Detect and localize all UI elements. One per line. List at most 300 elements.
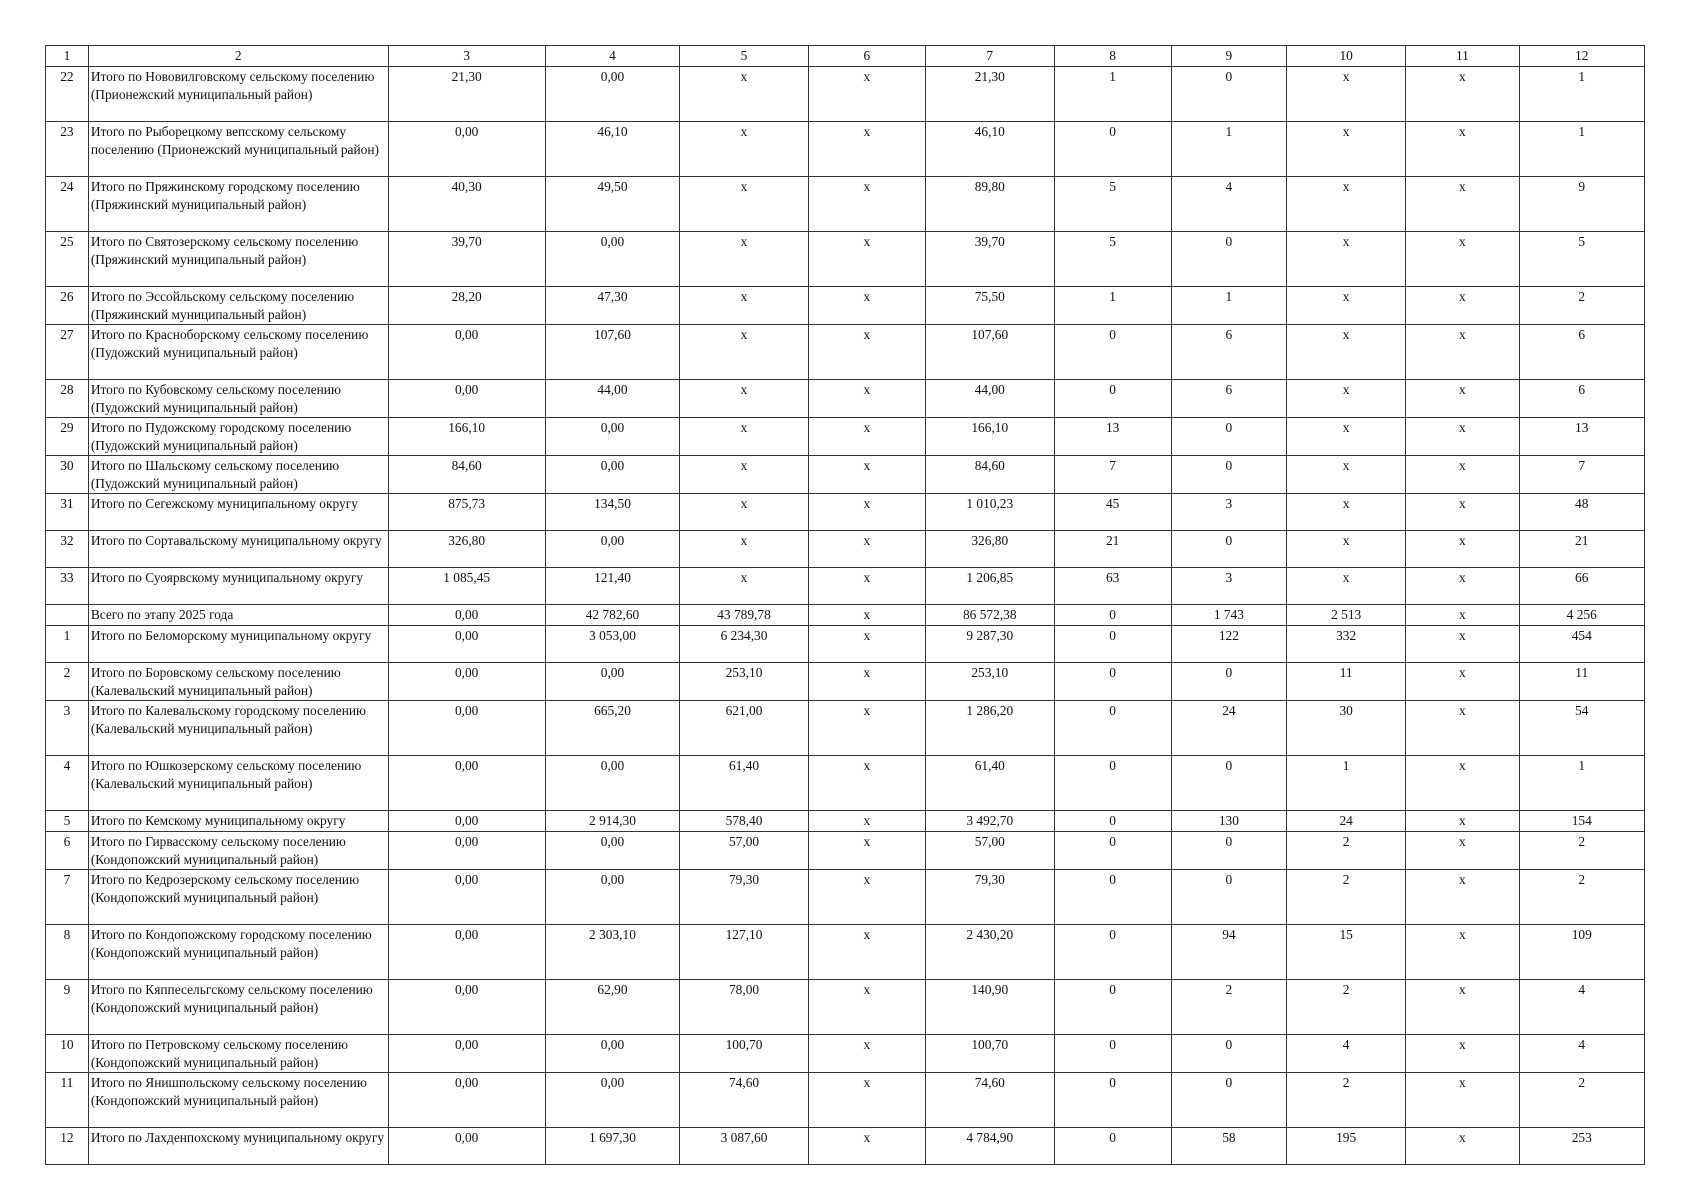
value-cell-col-7: 4 784,90 xyxy=(926,1128,1054,1165)
value-cell-col-7: 166,10 xyxy=(926,418,1054,456)
value-cell-col-5: 621,00 xyxy=(680,701,808,756)
value-cell-col-7: 79,30 xyxy=(926,870,1054,925)
value-cell-col-12: 66 xyxy=(1519,568,1645,605)
value-cell-col-12: 2 xyxy=(1519,870,1645,925)
value-cell-col-7: 84,60 xyxy=(926,456,1054,494)
value-cell-col-10: x xyxy=(1287,531,1406,568)
value-cell-col-7: 61,40 xyxy=(926,756,1054,811)
row-number-cell: 2 xyxy=(46,663,89,701)
value-cell-col-8: 45 xyxy=(1054,494,1171,531)
row-name-cell: Итого по Нововилговскому сельскому поселению (Прионежский муниципальный район) xyxy=(88,67,388,122)
value-cell-col-3: 0,00 xyxy=(388,756,545,811)
value-cell-col-8: 5 xyxy=(1054,177,1171,232)
table-row xyxy=(46,870,1645,925)
column-header-7: 7 xyxy=(926,46,1054,67)
value-cell-col-5: 100,70 xyxy=(680,1035,808,1073)
row-number-cell: 10 xyxy=(46,1035,89,1073)
value-cell-col-10: x xyxy=(1287,67,1406,122)
value-cell-col-4: 134,50 xyxy=(545,494,680,531)
value-cell-col-11: x xyxy=(1406,456,1519,494)
value-cell-col-10: x xyxy=(1287,494,1406,531)
row-number-cell: 24 xyxy=(46,177,89,232)
value-cell-col-10: 11 xyxy=(1287,663,1406,701)
row-name-cell: Итого по Лахденпохскому муниципальному округу xyxy=(88,1128,388,1165)
value-cell-col-5: 578,40 xyxy=(680,811,808,832)
value-cell-col-4: 2 914,30 xyxy=(545,811,680,832)
value-cell-col-12: 109 xyxy=(1519,925,1645,980)
row-number-cell: 23 xyxy=(46,122,89,177)
value-cell-col-8: 0 xyxy=(1054,663,1171,701)
value-cell-col-11: x xyxy=(1406,325,1519,380)
value-cell-col-6: x xyxy=(808,380,925,418)
row-number-cell: 28 xyxy=(46,380,89,418)
value-cell-col-8: 0 xyxy=(1054,325,1171,380)
row-number-cell: 9 xyxy=(46,980,89,1035)
value-cell-col-12: 4 256 xyxy=(1519,605,1645,626)
value-cell-col-10: 2 xyxy=(1287,832,1406,870)
value-cell-col-7: 326,80 xyxy=(926,531,1054,568)
row-number-cell: 30 xyxy=(46,456,89,494)
value-cell-col-3: 875,73 xyxy=(388,494,545,531)
row-name-cell: Итого по Пудожскому городскому поселению (Пудожский муниципальный район) xyxy=(88,418,388,456)
value-cell-col-8: 0 xyxy=(1054,701,1171,756)
value-cell-col-3: 39,70 xyxy=(388,232,545,287)
value-cell-col-9: 3 xyxy=(1171,568,1286,605)
value-cell-col-11: x xyxy=(1406,701,1519,756)
value-cell-col-7: 74,60 xyxy=(926,1073,1054,1128)
value-cell-col-10: 2 513 xyxy=(1287,605,1406,626)
value-cell-col-4: 49,50 xyxy=(545,177,680,232)
value-cell-col-11: x xyxy=(1406,756,1519,811)
value-cell-col-6: x xyxy=(808,531,925,568)
value-cell-col-11: x xyxy=(1406,925,1519,980)
value-cell-col-12: 13 xyxy=(1519,418,1645,456)
row-name-cell: Итого по Кяппесельгскому сельскому поселению (Кондопожский муниципальный район) xyxy=(88,980,388,1035)
value-cell-col-11: x xyxy=(1406,531,1519,568)
value-cell-col-5: 74,60 xyxy=(680,1073,808,1128)
value-cell-col-11: x xyxy=(1406,177,1519,232)
row-name-cell: Итого по Кемскому муниципальному округу xyxy=(88,811,388,832)
table-row xyxy=(46,122,1645,177)
row-name-cell: Итого по Святозерскому сельскому поселению (Пряжинский муниципальный район) xyxy=(88,232,388,287)
value-cell-col-12: 4 xyxy=(1519,1035,1645,1073)
row-name-cell: Итого по Шальскому сельскому поселению (Пудожский муниципальный район) xyxy=(88,456,388,494)
table-row xyxy=(46,925,1645,980)
value-cell-col-9: 0 xyxy=(1171,456,1286,494)
row-number-cell xyxy=(46,605,89,626)
row-number-cell: 27 xyxy=(46,325,89,380)
value-cell-col-9: 1 743 xyxy=(1171,605,1286,626)
table-row xyxy=(46,494,1645,531)
value-cell-col-7: 46,10 xyxy=(926,122,1054,177)
value-cell-col-11: x xyxy=(1406,832,1519,870)
row-name-cell: Итого по Сортавальскому муниципальному округу xyxy=(88,531,388,568)
value-cell-col-8: 7 xyxy=(1054,456,1171,494)
value-cell-col-5: x xyxy=(680,380,808,418)
value-cell-col-6: x xyxy=(808,980,925,1035)
value-cell-col-10: x xyxy=(1287,287,1406,325)
column-header-4: 4 xyxy=(545,46,680,67)
value-cell-col-3: 166,10 xyxy=(388,418,545,456)
table-row xyxy=(46,418,1645,456)
table-row xyxy=(46,177,1645,232)
value-cell-col-11: x xyxy=(1406,1128,1519,1165)
row-name-cell: Итого по Эссойльскому сельскому поселению (Пряжинский муниципальный район) xyxy=(88,287,388,325)
value-cell-col-11: x xyxy=(1406,380,1519,418)
value-cell-col-11: x xyxy=(1406,418,1519,456)
value-cell-col-12: 2 xyxy=(1519,832,1645,870)
table-row xyxy=(46,325,1645,380)
value-cell-col-11: x xyxy=(1406,1073,1519,1128)
table-row xyxy=(46,980,1645,1035)
value-cell-col-4: 1 697,30 xyxy=(545,1128,680,1165)
value-cell-col-10: 4 xyxy=(1287,1035,1406,1073)
column-header-8: 8 xyxy=(1054,46,1171,67)
value-cell-col-9: 0 xyxy=(1171,870,1286,925)
value-cell-col-3: 0,00 xyxy=(388,701,545,756)
value-cell-col-9: 0 xyxy=(1171,756,1286,811)
value-cell-col-9: 122 xyxy=(1171,626,1286,663)
row-name-cell: Итого по Сегежскому муниципальному округу xyxy=(88,494,388,531)
value-cell-col-7: 75,50 xyxy=(926,287,1054,325)
table-row xyxy=(46,701,1645,756)
row-number-cell: 31 xyxy=(46,494,89,531)
value-cell-col-8: 0 xyxy=(1054,980,1171,1035)
value-cell-col-7: 44,00 xyxy=(926,380,1054,418)
value-cell-col-3: 0,00 xyxy=(388,925,545,980)
table-row xyxy=(46,1035,1645,1073)
value-cell-col-9: 0 xyxy=(1171,232,1286,287)
value-cell-col-4: 121,40 xyxy=(545,568,680,605)
table-row xyxy=(46,380,1645,418)
value-cell-col-8: 0 xyxy=(1054,832,1171,870)
row-number-cell: 1 xyxy=(46,626,89,663)
header-row xyxy=(46,46,1645,67)
value-cell-col-10: x xyxy=(1287,325,1406,380)
value-cell-col-9: 0 xyxy=(1171,1035,1286,1073)
value-cell-col-3: 0,00 xyxy=(388,980,545,1035)
value-cell-col-5: x xyxy=(680,177,808,232)
value-cell-col-5: 43 789,78 xyxy=(680,605,808,626)
value-cell-col-6: x xyxy=(808,832,925,870)
value-cell-col-6: x xyxy=(808,67,925,122)
value-cell-col-12: 2 xyxy=(1519,287,1645,325)
value-cell-col-11: x xyxy=(1406,870,1519,925)
row-number-cell: 8 xyxy=(46,925,89,980)
value-cell-col-11: x xyxy=(1406,67,1519,122)
value-cell-col-5: 3 087,60 xyxy=(680,1128,808,1165)
value-cell-col-6: x xyxy=(808,605,925,626)
value-cell-col-3: 0,00 xyxy=(388,380,545,418)
value-cell-col-10: x xyxy=(1287,456,1406,494)
value-cell-col-4: 0,00 xyxy=(545,232,680,287)
table-row xyxy=(46,832,1645,870)
value-cell-col-10: x xyxy=(1287,232,1406,287)
row-number-cell: 3 xyxy=(46,701,89,756)
value-cell-col-4: 0,00 xyxy=(545,663,680,701)
row-name-cell: Итого по Калевальскому городскому поселению (Калевальский муниципальный район) xyxy=(88,701,388,756)
value-cell-col-12: 5 xyxy=(1519,232,1645,287)
row-number-cell: 7 xyxy=(46,870,89,925)
row-name-cell: Итого по Кубовскому сельскому поселению (Пудожский муниципальный район) xyxy=(88,380,388,418)
value-cell-col-8: 1 xyxy=(1054,67,1171,122)
value-cell-col-3: 0,00 xyxy=(388,1035,545,1073)
row-number-cell: 26 xyxy=(46,287,89,325)
value-cell-col-6: x xyxy=(808,870,925,925)
value-cell-col-12: 9 xyxy=(1519,177,1645,232)
value-cell-col-5: x xyxy=(680,287,808,325)
column-header-6: 6 xyxy=(808,46,925,67)
value-cell-col-4: 0,00 xyxy=(545,832,680,870)
value-cell-col-7: 3 492,70 xyxy=(926,811,1054,832)
row-number-cell: 6 xyxy=(46,832,89,870)
value-cell-col-3: 0,00 xyxy=(388,1128,545,1165)
value-cell-col-5: 253,10 xyxy=(680,663,808,701)
value-cell-col-5: 57,00 xyxy=(680,832,808,870)
value-cell-col-5: 78,00 xyxy=(680,980,808,1035)
value-cell-col-7: 1 206,85 xyxy=(926,568,1054,605)
data-table xyxy=(45,45,1645,1165)
table-row xyxy=(46,756,1645,811)
value-cell-col-7: 100,70 xyxy=(926,1035,1054,1073)
value-cell-col-8: 0 xyxy=(1054,870,1171,925)
value-cell-col-6: x xyxy=(808,925,925,980)
value-cell-col-9: 0 xyxy=(1171,1073,1286,1128)
value-cell-col-10: 195 xyxy=(1287,1128,1406,1165)
value-cell-col-3: 21,30 xyxy=(388,67,545,122)
value-cell-col-12: 1 xyxy=(1519,122,1645,177)
value-cell-col-6: x xyxy=(808,418,925,456)
value-cell-col-7: 9 287,30 xyxy=(926,626,1054,663)
value-cell-col-12: 1 xyxy=(1519,67,1645,122)
value-cell-col-10: 2 xyxy=(1287,870,1406,925)
value-cell-col-11: x xyxy=(1406,980,1519,1035)
value-cell-col-10: 2 xyxy=(1287,1073,1406,1128)
value-cell-col-3: 0,00 xyxy=(388,870,545,925)
value-cell-col-4: 44,00 xyxy=(545,380,680,418)
value-cell-col-6: x xyxy=(808,568,925,605)
value-cell-col-9: 3 xyxy=(1171,494,1286,531)
column-header-11: 11 xyxy=(1406,46,1519,67)
value-cell-col-12: 1 xyxy=(1519,756,1645,811)
value-cell-col-9: 1 xyxy=(1171,122,1286,177)
column-header-3: 3 xyxy=(388,46,545,67)
value-cell-col-10: 15 xyxy=(1287,925,1406,980)
value-cell-col-4: 62,90 xyxy=(545,980,680,1035)
table-body xyxy=(46,46,1645,1165)
value-cell-col-9: 6 xyxy=(1171,325,1286,380)
value-cell-col-9: 0 xyxy=(1171,832,1286,870)
value-cell-col-5: x xyxy=(680,418,808,456)
value-cell-col-4: 0,00 xyxy=(545,1073,680,1128)
row-name-cell: Итого по Беломорскому муниципальному округу xyxy=(88,626,388,663)
value-cell-col-4: 42 782,60 xyxy=(545,605,680,626)
value-cell-col-8: 5 xyxy=(1054,232,1171,287)
value-cell-col-5: 127,10 xyxy=(680,925,808,980)
value-cell-col-9: 130 xyxy=(1171,811,1286,832)
value-cell-col-3: 0,00 xyxy=(388,832,545,870)
value-cell-col-7: 86 572,38 xyxy=(926,605,1054,626)
value-cell-col-12: 21 xyxy=(1519,531,1645,568)
value-cell-col-6: x xyxy=(808,232,925,287)
value-cell-col-7: 107,60 xyxy=(926,325,1054,380)
value-cell-col-9: 0 xyxy=(1171,531,1286,568)
value-cell-col-4: 665,20 xyxy=(545,701,680,756)
value-cell-col-12: 253 xyxy=(1519,1128,1645,1165)
value-cell-col-4: 0,00 xyxy=(545,531,680,568)
value-cell-col-9: 0 xyxy=(1171,663,1286,701)
value-cell-col-6: x xyxy=(808,701,925,756)
row-number-cell: 33 xyxy=(46,568,89,605)
value-cell-col-7: 21,30 xyxy=(926,67,1054,122)
value-cell-col-12: 7 xyxy=(1519,456,1645,494)
value-cell-col-11: x xyxy=(1406,663,1519,701)
table-row xyxy=(46,663,1645,701)
value-cell-col-6: x xyxy=(808,287,925,325)
row-name-cell: Итого по Юшкозерскому сельскому поселению (Калевальский муниципальный район) xyxy=(88,756,388,811)
value-cell-col-12: 6 xyxy=(1519,325,1645,380)
value-cell-col-11: x xyxy=(1406,605,1519,626)
value-cell-col-4: 0,00 xyxy=(545,1035,680,1073)
value-cell-col-3: 0,00 xyxy=(388,811,545,832)
value-cell-col-10: 1 xyxy=(1287,756,1406,811)
table-row xyxy=(46,456,1645,494)
row-number-cell: 29 xyxy=(46,418,89,456)
table-row xyxy=(46,626,1645,663)
value-cell-col-11: x xyxy=(1406,287,1519,325)
value-cell-col-6: x xyxy=(808,811,925,832)
value-cell-col-11: x xyxy=(1406,232,1519,287)
table-row xyxy=(46,287,1645,325)
row-name-cell: Итого по Янишпольскому сельскому поселению (Кондопожский муниципальный район) xyxy=(88,1073,388,1128)
value-cell-col-3: 1 085,45 xyxy=(388,568,545,605)
value-cell-col-5: x xyxy=(680,531,808,568)
row-name-cell: Итого по Кондопожскому городскому поселению (Кондопожский муниципальный район) xyxy=(88,925,388,980)
value-cell-col-3: 0,00 xyxy=(388,605,545,626)
row-number-cell: 4 xyxy=(46,756,89,811)
value-cell-col-8: 0 xyxy=(1054,756,1171,811)
value-cell-col-12: 4 xyxy=(1519,980,1645,1035)
table-row xyxy=(46,1073,1645,1128)
value-cell-col-4: 46,10 xyxy=(545,122,680,177)
value-cell-col-11: x xyxy=(1406,1035,1519,1073)
value-cell-col-12: 48 xyxy=(1519,494,1645,531)
value-cell-col-8: 0 xyxy=(1054,1035,1171,1073)
value-cell-col-6: x xyxy=(808,325,925,380)
row-name-cell: Итого по Кедрозерскому сельскому поселению (Кондопожский муниципальный район) xyxy=(88,870,388,925)
row-name-cell: Итого по Суоярвскому муниципальному округу xyxy=(88,568,388,605)
value-cell-col-5: x xyxy=(680,122,808,177)
value-cell-col-6: x xyxy=(808,122,925,177)
value-cell-col-8: 13 xyxy=(1054,418,1171,456)
value-cell-col-8: 1 xyxy=(1054,287,1171,325)
value-cell-col-5: x xyxy=(680,456,808,494)
value-cell-col-6: x xyxy=(808,663,925,701)
value-cell-col-5: x xyxy=(680,232,808,287)
row-name-cell: Итого по Красноборскому сельскому поселению (Пудожский муниципальный район) xyxy=(88,325,388,380)
value-cell-col-3: 326,80 xyxy=(388,531,545,568)
value-cell-col-9: 24 xyxy=(1171,701,1286,756)
value-cell-col-7: 253,10 xyxy=(926,663,1054,701)
table-row xyxy=(46,232,1645,287)
column-header-2: 2 xyxy=(88,46,388,67)
value-cell-col-7: 39,70 xyxy=(926,232,1054,287)
value-cell-col-5: x xyxy=(680,67,808,122)
row-name-cell: Итого по Пряжинскому городскому поселению (Пряжинский муниципальный район) xyxy=(88,177,388,232)
value-cell-col-10: 332 xyxy=(1287,626,1406,663)
value-cell-col-9: 4 xyxy=(1171,177,1286,232)
value-cell-col-4: 0,00 xyxy=(545,756,680,811)
value-cell-col-9: 58 xyxy=(1171,1128,1286,1165)
row-number-cell: 22 xyxy=(46,67,89,122)
value-cell-col-10: x xyxy=(1287,568,1406,605)
column-header-10: 10 xyxy=(1287,46,1406,67)
value-cell-col-10: x xyxy=(1287,122,1406,177)
table-row xyxy=(46,811,1645,832)
value-cell-col-9: 1 xyxy=(1171,287,1286,325)
value-cell-col-3: 0,00 xyxy=(388,1073,545,1128)
row-number-cell: 11 xyxy=(46,1073,89,1128)
value-cell-col-7: 1 010,23 xyxy=(926,494,1054,531)
row-name-cell: Итого по Боровскому сельскому поселению (Калевальский муниципальный район) xyxy=(88,663,388,701)
value-cell-col-5: 6 234,30 xyxy=(680,626,808,663)
value-cell-col-11: x xyxy=(1406,122,1519,177)
value-cell-col-6: x xyxy=(808,756,925,811)
value-cell-col-7: 89,80 xyxy=(926,177,1054,232)
value-cell-col-7: 140,90 xyxy=(926,980,1054,1035)
value-cell-col-12: 154 xyxy=(1519,811,1645,832)
value-cell-col-3: 0,00 xyxy=(388,122,545,177)
value-cell-col-11: x xyxy=(1406,811,1519,832)
value-cell-col-4: 0,00 xyxy=(545,870,680,925)
value-cell-col-10: x xyxy=(1287,380,1406,418)
value-cell-col-11: x xyxy=(1406,494,1519,531)
value-cell-col-3: 0,00 xyxy=(388,626,545,663)
value-cell-col-3: 40,30 xyxy=(388,177,545,232)
value-cell-col-8: 0 xyxy=(1054,605,1171,626)
column-header-1: 1 xyxy=(46,46,89,67)
table-row xyxy=(46,67,1645,122)
value-cell-col-10: 30 xyxy=(1287,701,1406,756)
value-cell-col-4: 3 053,00 xyxy=(545,626,680,663)
row-name-cell: Всего по этапу 2025 года xyxy=(88,605,388,626)
value-cell-col-10: x xyxy=(1287,177,1406,232)
column-header-9: 9 xyxy=(1171,46,1286,67)
value-cell-col-5: 61,40 xyxy=(680,756,808,811)
value-cell-col-8: 0 xyxy=(1054,1128,1171,1165)
value-cell-col-6: x xyxy=(808,1073,925,1128)
value-cell-col-3: 0,00 xyxy=(388,663,545,701)
value-cell-col-5: x xyxy=(680,325,808,380)
value-cell-col-8: 21 xyxy=(1054,531,1171,568)
value-cell-col-8: 0 xyxy=(1054,925,1171,980)
value-cell-col-11: x xyxy=(1406,626,1519,663)
value-cell-col-6: x xyxy=(808,1128,925,1165)
row-number-cell: 12 xyxy=(46,1128,89,1165)
value-cell-col-8: 0 xyxy=(1054,380,1171,418)
value-cell-col-4: 0,00 xyxy=(545,456,680,494)
value-cell-col-4: 0,00 xyxy=(545,67,680,122)
row-number-cell: 32 xyxy=(46,531,89,568)
value-cell-col-5: 79,30 xyxy=(680,870,808,925)
value-cell-col-12: 11 xyxy=(1519,663,1645,701)
row-name-cell: Итого по Петровскому сельскому поселению (Кондопожский муниципальный район) xyxy=(88,1035,388,1073)
value-cell-col-6: x xyxy=(808,1035,925,1073)
value-cell-col-10: 2 xyxy=(1287,980,1406,1035)
value-cell-col-8: 0 xyxy=(1054,1073,1171,1128)
value-cell-col-3: 84,60 xyxy=(388,456,545,494)
table-row xyxy=(46,1128,1645,1165)
